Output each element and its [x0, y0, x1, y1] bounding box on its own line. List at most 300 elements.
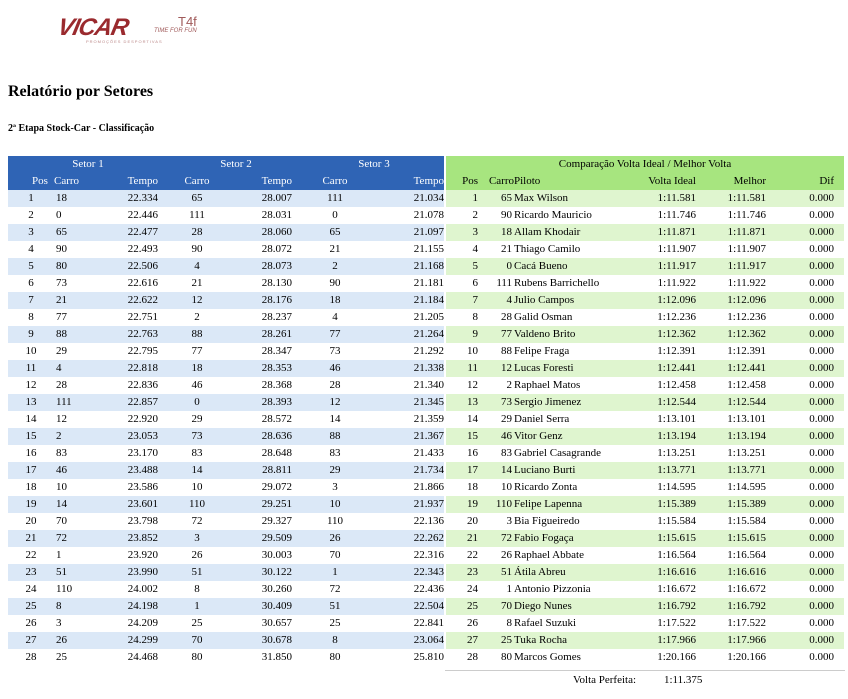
cell-dif: 0.000: [774, 360, 844, 377]
cell-dif: 0.000: [774, 343, 844, 360]
cell-dif: 0.000: [774, 445, 844, 462]
cell-carro-s1: 2: [54, 428, 96, 445]
cell-volta-ideal: 1:12.458: [626, 377, 710, 394]
cell-volta-ideal: 1:12.441: [626, 360, 710, 377]
cell-dif: 0.000: [774, 615, 844, 632]
cell-carro-s1: 46: [54, 462, 96, 479]
table-row: [8, 343, 844, 360]
cell-volta-ideal: 1:16.672: [626, 581, 710, 598]
cell-melhor: 1:16.792: [710, 598, 774, 615]
cell-carro-s2: 65: [168, 190, 226, 207]
cell-pos-comp: 8: [446, 309, 478, 326]
cell-piloto: Max Wilson: [514, 190, 626, 207]
cell-piloto: Diego Nunes: [514, 598, 626, 615]
cell-carro-s3: 28: [304, 377, 366, 394]
header-comparacao: Comparação Volta Ideal / Melhor Volta: [446, 156, 844, 173]
cell-carro-s3: 8: [304, 632, 366, 649]
cell-melhor: 1:15.389: [710, 496, 774, 513]
cell-carro-s3: 12: [304, 394, 366, 411]
cell-piloto: Gabriel Casagrande: [514, 445, 626, 462]
cell-carro-s3: 0: [304, 207, 366, 224]
cell-volta-ideal: 1:12.096: [626, 292, 710, 309]
cell-carro-comp: 28: [478, 309, 514, 326]
volta-perfeita-label: Volta Perfeita:: [573, 674, 637, 686]
cell-tempo-s1: 24.468: [96, 649, 168, 666]
table-row: [8, 428, 844, 445]
cell-tempo-s1: 22.818: [96, 360, 168, 377]
cell-carro-s2: 26: [168, 547, 226, 564]
cell-carro-s3: 51: [304, 598, 366, 615]
logo-partner-tagline: TIME FOR FUN: [154, 28, 197, 34]
cell-melhor: 1:14.595: [710, 479, 774, 496]
cell-pos-s1: 27: [8, 632, 54, 649]
cell-volta-ideal: 1:11.917: [626, 258, 710, 275]
cell-carro-comp: 21: [478, 241, 514, 258]
header-column-row: [8, 173, 844, 190]
cell-carro-comp: 26: [478, 547, 514, 564]
cell-melhor: 1:12.236: [710, 309, 774, 326]
cell-tempo-s1: 22.857: [96, 394, 168, 411]
cell-tempo-s1: 22.920: [96, 411, 168, 428]
table-row: [8, 377, 844, 394]
cell-dif: 0.000: [774, 377, 844, 394]
cell-carro-s3: 77: [304, 326, 366, 343]
cell-pos-comp: 6: [446, 275, 478, 292]
cell-melhor: 1:13.194: [710, 428, 774, 445]
cell-carro-s3: 80: [304, 649, 366, 666]
table-row: [8, 394, 844, 411]
cell-tempo-s3: 21.264: [366, 326, 444, 343]
col-tempo-s2: Tempo: [226, 173, 304, 190]
cell-piloto: Raphael Abbate: [514, 547, 626, 564]
cell-carro-s2: 83: [168, 445, 226, 462]
table-row: [8, 411, 844, 428]
cell-volta-ideal: 1:15.584: [626, 513, 710, 530]
cell-volta-ideal: 1:12.391: [626, 343, 710, 360]
cell-carro-comp: 70: [478, 598, 514, 615]
col-tempo-s3: Tempo: [366, 173, 444, 190]
cell-carro-comp: 72: [478, 530, 514, 547]
cell-carro-s1: 110: [54, 581, 96, 598]
cell-carro-s2: 21: [168, 275, 226, 292]
cell-carro-s1: 51: [54, 564, 96, 581]
cell-carro-s2: 88: [168, 326, 226, 343]
cell-carro-s3: 29: [304, 462, 366, 479]
cell-dif: 0.000: [774, 224, 844, 241]
cell-tempo-s1: 23.601: [96, 496, 168, 513]
cell-dif: 0.000: [774, 462, 844, 479]
cell-piloto: Rubens Barrichello: [514, 275, 626, 292]
cell-volta-ideal: 1:11.746: [626, 207, 710, 224]
cell-carro-s3: 72: [304, 581, 366, 598]
cell-dif: 0.000: [774, 496, 844, 513]
cell-tempo-s1: 22.334: [96, 190, 168, 207]
cell-melhor: 1:17.966: [710, 632, 774, 649]
cell-piloto: Luciano Burti: [514, 462, 626, 479]
cell-piloto: Vitor Genz: [514, 428, 626, 445]
cell-tempo-s2: 31.850: [226, 649, 304, 666]
cell-dif: 0.000: [774, 428, 844, 445]
cell-pos-s1: 19: [8, 496, 54, 513]
cell-carro-s3: 25: [304, 615, 366, 632]
cell-pos-s1: 3: [8, 224, 54, 241]
table-row: [8, 479, 844, 496]
cell-pos-comp: 13: [446, 394, 478, 411]
cell-carro-s1: 65: [54, 224, 96, 241]
cell-dif: 0.000: [774, 207, 844, 224]
cell-tempo-s1: 23.053: [96, 428, 168, 445]
cell-melhor: 1:12.458: [710, 377, 774, 394]
cell-carro-s2: 70: [168, 632, 226, 649]
cell-tempo-s2: 28.572: [226, 411, 304, 428]
cell-carro-s3: 3: [304, 479, 366, 496]
cell-piloto: Sergio Jimenez: [514, 394, 626, 411]
table-row: [8, 632, 844, 649]
cell-pos-comp: 7: [446, 292, 478, 309]
cell-tempo-s2: 28.648: [226, 445, 304, 462]
cell-carro-comp: 65: [478, 190, 514, 207]
cell-dif: 0.000: [774, 326, 844, 343]
cell-melhor: 1:15.615: [710, 530, 774, 547]
col-carro-s2: Carro: [168, 173, 226, 190]
page-subtitle: 2ª Etapa Stock-Car - Classificação: [8, 123, 155, 134]
cell-piloto: Ricardo Mauricio: [514, 207, 626, 224]
cell-volta-ideal: 1:11.922: [626, 275, 710, 292]
cell-tempo-s1: 22.493: [96, 241, 168, 258]
cell-carro-s2: 1: [168, 598, 226, 615]
cell-pos-comp: 21: [446, 530, 478, 547]
cell-pos-s1: 16: [8, 445, 54, 462]
col-tempo-s1: Tempo: [96, 173, 168, 190]
cell-tempo-s2: 28.073: [226, 258, 304, 275]
cell-pos-comp: 22: [446, 547, 478, 564]
cell-tempo-s3: 21.184: [366, 292, 444, 309]
cell-pos-s1: 9: [8, 326, 54, 343]
cell-piloto: Julio Campos: [514, 292, 626, 309]
cell-carro-s1: 26: [54, 632, 96, 649]
cell-dif: 0.000: [774, 258, 844, 275]
cell-tempo-s3: 21.340: [366, 377, 444, 394]
header-group-row: [8, 156, 844, 173]
cell-carro-comp: 10: [478, 479, 514, 496]
table-row: [8, 496, 844, 513]
col-pos: Pos: [8, 173, 54, 190]
cell-tempo-s3: 21.433: [366, 445, 444, 462]
cell-melhor: 1:13.251: [710, 445, 774, 462]
cell-pos-comp: 27: [446, 632, 478, 649]
cell-volta-ideal: 1:11.581: [626, 190, 710, 207]
cell-tempo-s1: 24.198: [96, 598, 168, 615]
header-setor2: Setor 2: [168, 156, 304, 173]
cell-pos-s1: 23: [8, 564, 54, 581]
cell-carro-comp: 90: [478, 207, 514, 224]
cell-carro-s3: 18: [304, 292, 366, 309]
table-row: [8, 309, 844, 326]
cell-tempo-s2: 28.393: [226, 394, 304, 411]
cell-volta-ideal: 1:11.871: [626, 224, 710, 241]
cell-tempo-s1: 23.920: [96, 547, 168, 564]
col-dif: Dif: [774, 173, 844, 190]
cell-tempo-s1: 22.477: [96, 224, 168, 241]
cell-dif: 0.000: [774, 547, 844, 564]
cell-carro-s1: 8: [54, 598, 96, 615]
cell-carro-comp: 25: [478, 632, 514, 649]
cell-tempo-s3: 21.345: [366, 394, 444, 411]
cell-dif: 0.000: [774, 309, 844, 326]
cell-carro-comp: 4: [478, 292, 514, 309]
cell-carro-s1: 10: [54, 479, 96, 496]
cell-piloto: Allam Khodair: [514, 224, 626, 241]
table-row: [8, 564, 844, 581]
cell-piloto: Cacá Bueno: [514, 258, 626, 275]
cell-pos-comp: 23: [446, 564, 478, 581]
cell-carro-comp: 51: [478, 564, 514, 581]
cell-volta-ideal: 1:17.966: [626, 632, 710, 649]
cell-carro-s1: 1: [54, 547, 96, 564]
cell-dif: 0.000: [774, 275, 844, 292]
cell-tempo-s3: 21.168: [366, 258, 444, 275]
cell-carro-comp: 111: [478, 275, 514, 292]
cell-tempo-s3: 22.436: [366, 581, 444, 598]
cell-pos-comp: 25: [446, 598, 478, 615]
cell-carro-s2: 3: [168, 530, 226, 547]
cell-pos-s1: 13: [8, 394, 54, 411]
cell-carro-s3: 65: [304, 224, 366, 241]
cell-pos-s1: 6: [8, 275, 54, 292]
table-row: [8, 581, 844, 598]
cell-dif: 0.000: [774, 632, 844, 649]
table-row: [8, 207, 844, 224]
cell-pos-comp: 18: [446, 479, 478, 496]
cell-carro-s3: 46: [304, 360, 366, 377]
cell-tempo-s1: 23.990: [96, 564, 168, 581]
cell-carro-s1: 0: [54, 207, 96, 224]
cell-carro-s3: 4: [304, 309, 366, 326]
cell-pos-comp: 28: [446, 649, 478, 666]
cell-melhor: 1:11.917: [710, 258, 774, 275]
cell-piloto: Lucas Foresti: [514, 360, 626, 377]
cell-pos-comp: 26: [446, 615, 478, 632]
cell-tempo-s3: 21.155: [366, 241, 444, 258]
cell-tempo-s3: 21.292: [366, 343, 444, 360]
table-row: [8, 530, 844, 547]
cell-volta-ideal: 1:13.251: [626, 445, 710, 462]
cell-carro-s2: 8: [168, 581, 226, 598]
cell-tempo-s3: 21.367: [366, 428, 444, 445]
cell-melhor: 1:11.922: [710, 275, 774, 292]
cell-dif: 0.000: [774, 564, 844, 581]
cell-pos-comp: 11: [446, 360, 478, 377]
cell-tempo-s1: 22.616: [96, 275, 168, 292]
cell-melhor: 1:15.584: [710, 513, 774, 530]
cell-dif: 0.000: [774, 411, 844, 428]
cell-carro-s2: 0: [168, 394, 226, 411]
cell-carro-s2: 14: [168, 462, 226, 479]
cell-tempo-s3: 21.359: [366, 411, 444, 428]
logo-vicar: VICAR: [55, 14, 131, 41]
cell-tempo-s2: 30.260: [226, 581, 304, 598]
cell-tempo-s3: 21.937: [366, 496, 444, 513]
cell-pos-comp: 17: [446, 462, 478, 479]
cell-tempo-s2: 28.811: [226, 462, 304, 479]
cell-carro-comp: 110: [478, 496, 514, 513]
cell-carro-comp: 73: [478, 394, 514, 411]
logo-t4f: T4f: [178, 14, 197, 29]
cell-carro-s1: 73: [54, 275, 96, 292]
cell-pos-s1: 20: [8, 513, 54, 530]
cell-tempo-s3: 21.097: [366, 224, 444, 241]
cell-carro-s1: 28: [54, 377, 96, 394]
cell-tempo-s1: 22.446: [96, 207, 168, 224]
cell-dif: 0.000: [774, 530, 844, 547]
cell-carro-s3: 90: [304, 275, 366, 292]
cell-piloto: Felipe Lapenna: [514, 496, 626, 513]
cell-pos-s1: 17: [8, 462, 54, 479]
cell-tempo-s2: 28.130: [226, 275, 304, 292]
cell-volta-ideal: 1:16.792: [626, 598, 710, 615]
cell-volta-ideal: 1:20.166: [626, 649, 710, 666]
cell-pos-comp: 9: [446, 326, 478, 343]
cell-tempo-s2: 28.007: [226, 190, 304, 207]
cell-carro-s3: 21: [304, 241, 366, 258]
cell-carro-s2: 80: [168, 649, 226, 666]
cell-pos-comp: 2: [446, 207, 478, 224]
cell-carro-s2: 28: [168, 224, 226, 241]
cell-pos-s1: 15: [8, 428, 54, 445]
cell-carro-s3: 83: [304, 445, 366, 462]
table-row: [8, 360, 844, 377]
cell-piloto: Galid Osman: [514, 309, 626, 326]
cell-tempo-s1: 23.488: [96, 462, 168, 479]
cell-volta-ideal: 1:15.389: [626, 496, 710, 513]
cell-pos-comp: 24: [446, 581, 478, 598]
cell-carro-s2: 4: [168, 258, 226, 275]
cell-tempo-s1: 22.622: [96, 292, 168, 309]
cell-tempo-s1: 22.836: [96, 377, 168, 394]
cell-pos-s1: 7: [8, 292, 54, 309]
col-carro-comp: Carro: [478, 173, 514, 190]
cell-pos-comp: 10: [446, 343, 478, 360]
cell-pos-s1: 22: [8, 547, 54, 564]
cell-volta-ideal: 1:16.564: [626, 547, 710, 564]
cell-tempo-s3: 21.034: [366, 190, 444, 207]
cell-piloto: Ricardo Zonta: [514, 479, 626, 496]
cell-carro-s3: 14: [304, 411, 366, 428]
cell-carro-s1: 4: [54, 360, 96, 377]
cell-melhor: 1:16.672: [710, 581, 774, 598]
cell-piloto: Felipe Fraga: [514, 343, 626, 360]
cell-carro-comp: 83: [478, 445, 514, 462]
cell-tempo-s3: 21.181: [366, 275, 444, 292]
cell-pos-s1: 24: [8, 581, 54, 598]
cell-carro-s1: 12: [54, 411, 96, 428]
cell-pos-s1: 5: [8, 258, 54, 275]
cell-tempo-s3: 23.064: [366, 632, 444, 649]
cell-pos-comp: 4: [446, 241, 478, 258]
cell-tempo-s3: 21.866: [366, 479, 444, 496]
cell-tempo-s2: 28.261: [226, 326, 304, 343]
cell-carro-comp: 2: [478, 377, 514, 394]
cell-tempo-s2: 28.636: [226, 428, 304, 445]
cell-carro-comp: 18: [478, 224, 514, 241]
cell-tempo-s2: 28.060: [226, 224, 304, 241]
cell-carro-s1: 3: [54, 615, 96, 632]
cell-tempo-s2: 28.031: [226, 207, 304, 224]
cell-carro-s1: 111: [54, 394, 96, 411]
cell-melhor: 1:17.522: [710, 615, 774, 632]
cell-carro-s1: 70: [54, 513, 96, 530]
cell-carro-s1: 77: [54, 309, 96, 326]
header-setor1: Setor 1: [8, 156, 168, 173]
cell-carro-s3: 2: [304, 258, 366, 275]
cell-melhor: 1:13.101: [710, 411, 774, 428]
cell-tempo-s2: 30.657: [226, 615, 304, 632]
cell-carro-s2: 73: [168, 428, 226, 445]
cell-tempo-s2: 29.509: [226, 530, 304, 547]
cell-carro-comp: 80: [478, 649, 514, 666]
table-row: [8, 292, 844, 309]
cell-tempo-s2: 29.072: [226, 479, 304, 496]
cell-tempo-s1: 24.209: [96, 615, 168, 632]
cell-pos-s1: 28: [8, 649, 54, 666]
cell-pos-s1: 1: [8, 190, 54, 207]
cell-tempo-s1: 24.299: [96, 632, 168, 649]
cell-carro-s1: 14: [54, 496, 96, 513]
cell-piloto: Tuka Rocha: [514, 632, 626, 649]
cell-dif: 0.000: [774, 479, 844, 496]
cell-tempo-s2: 28.072: [226, 241, 304, 258]
cell-carro-s1: 88: [54, 326, 96, 343]
cell-dif: 0.000: [774, 598, 844, 615]
cell-carro-s2: 111: [168, 207, 226, 224]
cell-tempo-s2: 28.347: [226, 343, 304, 360]
cell-melhor: 1:13.771: [710, 462, 774, 479]
logo-tagline: PROMOÇÕES DESPORTIVAS: [86, 39, 163, 44]
cell-piloto: Átila Abreu: [514, 564, 626, 581]
cell-tempo-s3: 21.734: [366, 462, 444, 479]
cell-volta-ideal: 1:12.236: [626, 309, 710, 326]
cell-tempo-s2: 30.003: [226, 547, 304, 564]
cell-pos-comp: 16: [446, 445, 478, 462]
cell-melhor: 1:12.441: [710, 360, 774, 377]
cell-tempo-s1: 22.506: [96, 258, 168, 275]
cell-carro-comp: 0: [478, 258, 514, 275]
cell-carro-s2: 72: [168, 513, 226, 530]
cell-carro-comp: 1: [478, 581, 514, 598]
cell-carro-s3: 10: [304, 496, 366, 513]
cell-carro-s1: 83: [54, 445, 96, 462]
cell-tempo-s3: 22.262: [366, 530, 444, 547]
cell-melhor: 1:16.564: [710, 547, 774, 564]
cell-piloto: Bia Figueiredo: [514, 513, 626, 530]
cell-melhor: 1:12.362: [710, 326, 774, 343]
cell-carro-comp: 3: [478, 513, 514, 530]
cell-pos-s1: 2: [8, 207, 54, 224]
table-row: [8, 615, 844, 632]
cell-carro-s3: 73: [304, 343, 366, 360]
cell-pos-s1: 8: [8, 309, 54, 326]
cell-tempo-s1: 23.798: [96, 513, 168, 530]
cell-tempo-s3: 22.136: [366, 513, 444, 530]
cell-tempo-s2: 30.409: [226, 598, 304, 615]
cell-pos-s1: 18: [8, 479, 54, 496]
cell-carro-s1: 80: [54, 258, 96, 275]
cell-carro-s2: 10: [168, 479, 226, 496]
cell-piloto: Daniel Serra: [514, 411, 626, 428]
cell-piloto: Valdeno Brito: [514, 326, 626, 343]
col-volta-ideal: Volta Ideal: [626, 173, 710, 190]
cell-pos-s1: 10: [8, 343, 54, 360]
